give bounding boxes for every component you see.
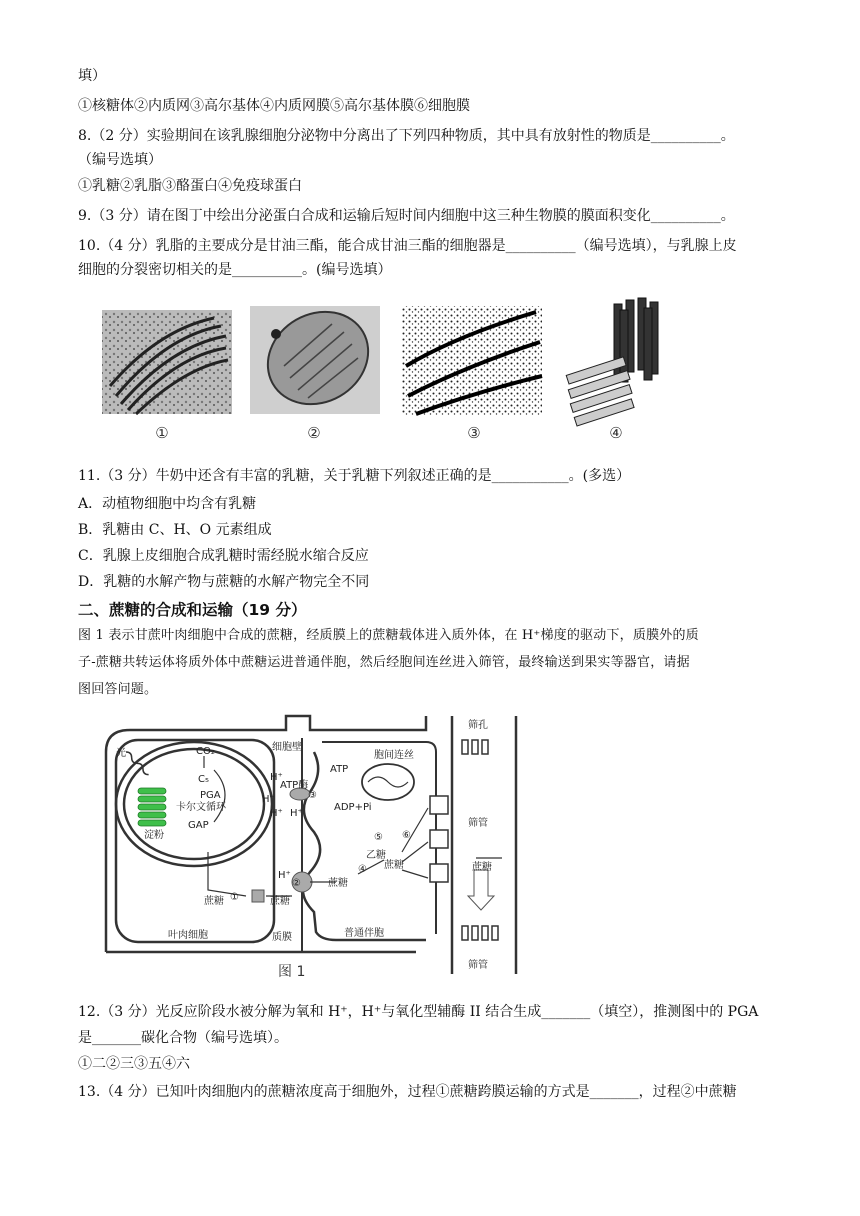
section-2-title: 二、蔗糖的合成和运输（19 分） <box>78 601 307 619</box>
q10-stem-1: 10.（4 分）乳脂的主要成分是甘油三酯，能合成甘油三酯的细胞器是__________（编号选填），与乳腺上皮 <box>78 238 737 254</box>
label-membrane: 质膜 <box>272 932 292 943</box>
q11-option-a: A．动植物细胞中均含有乳糖 <box>78 496 257 512</box>
label-sucrose-center: 蔗糖 <box>384 860 404 871</box>
q8-options: ①乳糖②乳脂③酪蛋白④免疫球蛋白 <box>78 178 302 194</box>
label-process-2: ② <box>292 878 301 889</box>
section-2-intro-2: 子-蔗糖共转运体将质外体中蔗糖运进普通伴胞，然后经胞间连丝进入筛管，最终输送到果实等器官，请据 <box>78 655 690 670</box>
label-process-6: ⑥ <box>402 830 411 841</box>
label-pga: PGA <box>200 790 221 801</box>
q11-option-d: D．乳糖的水解产物与蔗糖的水解产物完全不同 <box>78 574 370 590</box>
q8-stem: 8.（2 分）实验期间在该乳腺细胞分泌物中分离出了下列四种物质，其中具有放射性的物质是__________。 <box>78 128 735 144</box>
q12-stem-2: 是_______碳化合物（编号选填）。 <box>78 1030 288 1046</box>
organelle-label-3: ③ <box>467 424 481 442</box>
label-h-plus-4: H⁺ <box>290 808 303 819</box>
q11-option-b: B．乳糖由 C、H、O 元素组成 <box>78 522 272 538</box>
q7-continuation: 填） <box>78 68 106 84</box>
q12-options: ①二②三③五④六 <box>78 1056 190 1072</box>
label-companion-cell: 普通伴胞 <box>344 928 384 939</box>
sucrose-carrier <box>252 890 264 902</box>
label-sieve-pore: 筛孔 <box>468 720 488 731</box>
label-sucrose-mesophyll: 蔗糖 <box>204 896 224 907</box>
label-atpase: ATP酶 <box>280 780 309 791</box>
label-process-5: ⑤ <box>374 832 383 843</box>
q11-option-c: C．乳腺上皮细胞合成乳糖时需经脱水缩合反应 <box>78 548 369 564</box>
section-2-intro-3: 图回答问题。 <box>78 682 158 697</box>
q11-stem: 11.（3 分）牛奶中还含有丰富的乳糖，关于乳糖下列叙述正确的是___________。(多选） <box>78 468 631 484</box>
label-process-1: ① <box>230 892 239 903</box>
label-plasmodesmata: 胞间连丝 <box>374 750 414 761</box>
section-2-intro-1: 图 1 表示甘蔗叶肉细胞中合成的蔗糖，经质膜上的蔗糖载体进入质外体，在 H⁺梯度的驱动下，质膜外的质 <box>78 628 699 643</box>
label-light: 光 <box>116 748 126 759</box>
mitochondrion-micrograph <box>250 296 385 422</box>
q7-options: ①核糖体②内质网③高尔基体④内质网膜⑤高尔基体膜⑥细胞膜 <box>78 98 470 114</box>
label-ethanol-sugar: 乙糖 <box>366 850 386 861</box>
q10-stem-2: 细胞的分裂密切相关的是__________。(编号选填） <box>78 262 392 278</box>
figure-1 <box>96 712 536 982</box>
q8-note: （编号选填） <box>78 152 162 168</box>
label-sucrose-apoplast: 蔗糖 <box>270 896 290 907</box>
organelle-figure <box>96 296 676 446</box>
label-h-plus-3: H⁺ <box>270 808 283 819</box>
grana-stack <box>138 788 166 826</box>
organelle-micrographs <box>96 296 676 446</box>
q12-stem-1: 12.（3 分）光反应阶段水被分解为氧和 H⁺，H⁺与氧化型辅酶 II 结合生成_______（填空），推测图中的 PGA <box>78 1004 759 1020</box>
flow-arrow <box>468 870 494 910</box>
sucrose-transport-diagram <box>96 712 536 982</box>
label-process-4: ④ <box>358 864 367 875</box>
label-sucrose-sieve: 蔗糖 <box>472 862 492 873</box>
label-process-3: ③ <box>308 790 317 801</box>
label-sieve-tube-lower: 筛管 <box>468 960 488 971</box>
q13-stem: 13.（4 分）已知叶肉细胞内的蔗糖浓度高于细胞外，过程①蔗糖跨膜运输的方式是_______，过程②中蔗糖 <box>78 1084 737 1100</box>
sieve-plates <box>430 740 498 940</box>
organelle-label-1: ① <box>155 424 169 442</box>
label-mesophyll-cell: 叶肉细胞 <box>168 930 208 941</box>
label-cell-wall: 细胞壁 <box>272 742 302 753</box>
q9-stem: 9.（3 分）请在图丁中绘出分泌蛋白合成和运输后短时间内细胞中这三种生物膜的膜面积变化__________。 <box>78 208 735 224</box>
centriole-drawing <box>566 298 658 426</box>
organelle-label-2: ② <box>307 424 321 442</box>
label-starch: 淀粉 <box>144 830 164 841</box>
organelle-label-4: ④ <box>609 424 623 442</box>
golgi-micrograph <box>102 310 232 414</box>
label-co2: CO₂ <box>196 746 215 757</box>
label-calvin-cycle: 卡尔文循环 <box>176 802 226 813</box>
label-sucrose-companion: 蔗糖 <box>328 878 348 889</box>
er-micrograph <box>402 306 542 416</box>
label-sieve-tube-upper: 筛管 <box>468 818 488 829</box>
label-atp: ATP <box>330 764 349 775</box>
label-gap: GAP <box>188 820 209 831</box>
label-h-plus-cotransport: H⁺ <box>278 870 291 881</box>
label-h-plus-1: H⁺ <box>270 772 283 783</box>
figure-1-caption: 图 1 <box>278 964 306 980</box>
label-adp-pi: ADP+Pi <box>334 802 372 813</box>
label-h-plus-2: H⁺ <box>262 794 275 805</box>
label-c5: C₅ <box>198 774 209 785</box>
